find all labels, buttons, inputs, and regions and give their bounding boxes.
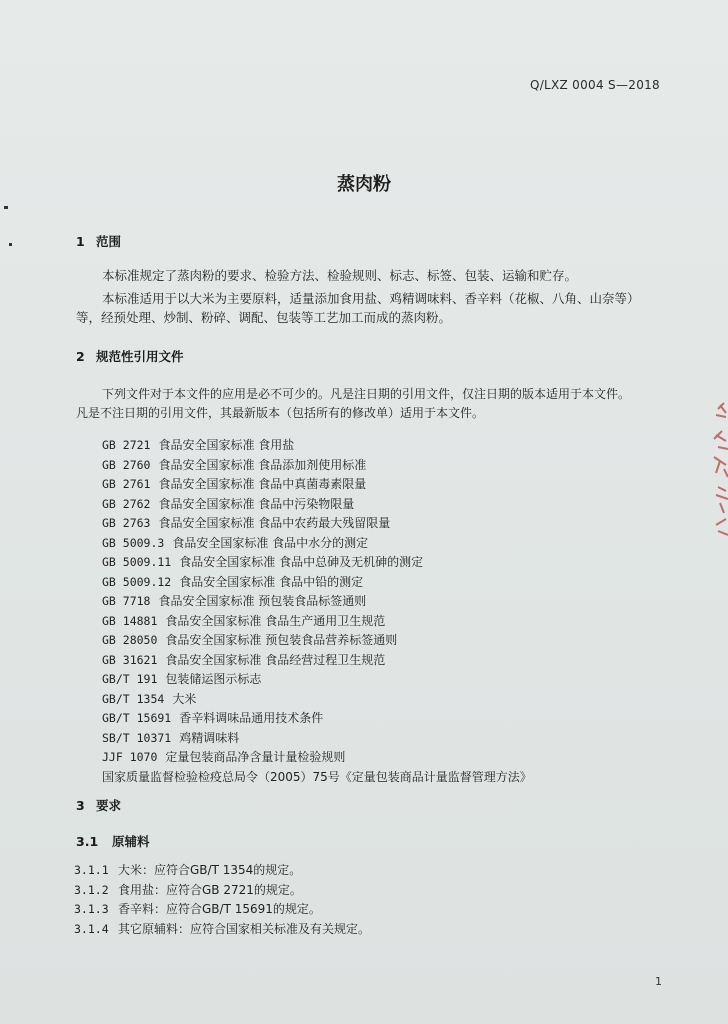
- partial-seal-stamp: [706, 395, 728, 545]
- reference-item: [102, 436, 532, 456]
- reference-item: [102, 456, 532, 476]
- clause-text: 食用盐：应符合GB 2721的规定。: [118, 882, 302, 897]
- section-3-number: 3: [76, 798, 85, 813]
- subsection-3-1-heading: [76, 832, 150, 850]
- subsection-3-1-title: 原辅料: [112, 834, 150, 849]
- references-intro-line-1: 下列文件对于本文件的应用是必不可少的。凡是注日期的引用文件，仅注日期的版本适用于本文件。: [102, 387, 631, 401]
- clause-number: 3.1.4: [74, 921, 109, 936]
- scope-paragraph-1: 本标准规定了蒸肉粉的要求、检验方法、检验规则、标志、标签、包装、运输和贮存。: [102, 268, 578, 283]
- reference-item: [102, 475, 532, 495]
- reference-code: GB 5009.12: [102, 574, 172, 589]
- clause-text: 香辛料：应符合GB/T 15691的规定。: [118, 902, 321, 916]
- references-intro-line-2: 凡是不注日期的引用文件，其最新版本（包括所有的修改单）适用于本文件。: [76, 406, 485, 420]
- reference-code: GB 7718: [102, 594, 151, 608]
- section-1-heading: [76, 232, 121, 250]
- clause-number: 3.1.1: [74, 863, 109, 877]
- reference-item: [102, 690, 532, 710]
- reference-item: [102, 729, 532, 749]
- section-2-heading: [76, 347, 184, 365]
- reference-code: SB/T 10371: [102, 730, 172, 745]
- reference-code: GB 2762: [102, 496, 151, 511]
- section-1-title: 范围: [96, 234, 122, 249]
- standard-number: Q/LXZ 0004 S—2018: [529, 78, 660, 92]
- reference-code: GB 2760: [102, 457, 151, 472]
- reference-item: [102, 534, 532, 554]
- page-number: 1: [655, 975, 662, 988]
- reference-item: [102, 748, 532, 768]
- reference-title: 食品安全国家标准 食品中真菌毒素限量: [158, 477, 367, 491]
- clause-text: 大米：应符合GB/T 1354的规定。: [118, 863, 302, 877]
- reference-title: 食品安全国家标准 预包装食品标签通则: [158, 594, 367, 608]
- reference-code: GB/T 1354: [102, 691, 165, 706]
- reference-title: 定量包装商品净含量计量检验规则: [165, 750, 346, 764]
- reference-item: [102, 612, 532, 632]
- reference-title: 食品安全国家标准 食品中铅的测定: [179, 574, 364, 589]
- scope-paragraph-2-line-1: 本标准适用于以大米为主要原料，适量添加食用盐、鸡精调味料、香辛料（花椒、八角、山奈等）: [102, 291, 640, 306]
- scope-paragraph-2-line-2: 等，经预处理、炒制、粉碎、调配、包装等工艺加工而成的蒸肉粉。: [76, 310, 452, 325]
- reference-title: 包装储运图示标志: [165, 672, 262, 686]
- reference-item: [102, 553, 532, 573]
- section-3-heading: [76, 796, 121, 814]
- scan-mark: [4, 206, 8, 209]
- reference-title: 国家质量监督检验检疫总局令（2005）75号《定量包装商品计量监督管理方法》: [102, 769, 532, 784]
- clause-number: 3.1.3: [74, 902, 109, 916]
- reference-title: 鸡精调味料: [179, 730, 240, 745]
- scan-mark: [9, 243, 12, 246]
- reference-title: 食品安全国家标准 食品添加剂使用标准: [158, 457, 367, 472]
- clause-item: [74, 861, 370, 881]
- subsection-3-1-number: 3.1: [76, 834, 99, 849]
- section-2-title: 规范性引用文件: [96, 349, 184, 364]
- reference-item: [102, 670, 532, 690]
- clause-item: [74, 881, 370, 901]
- clause-item: [74, 920, 370, 940]
- reference-code: GB 2761: [102, 477, 151, 491]
- section-3-title: 要求: [96, 798, 122, 813]
- clause-item: [74, 900, 370, 920]
- reference-item: [102, 514, 532, 534]
- reference-title: 食品安全国家标准 食品中污染物限量: [158, 496, 355, 511]
- reference-title: 食品安全国家标准 食品生产通用卫生规范: [165, 613, 386, 628]
- reference-title: 食品安全国家标准 食用盐: [158, 438, 295, 452]
- reference-title: 大米: [172, 691, 197, 706]
- clause-number: 3.1.2: [74, 882, 109, 897]
- normative-references-list: [102, 436, 532, 787]
- reference-item: [102, 768, 532, 788]
- reference-item: [102, 631, 532, 651]
- reference-code: GB 2763: [102, 516, 151, 530]
- clause-text: 其它原辅料：应符合国家相关标准及有关规定。: [118, 921, 371, 936]
- reference-code: GB 5009.3: [102, 535, 165, 550]
- reference-title: 食品安全国家标准 食品中农药最大残留限量: [158, 516, 391, 530]
- reference-item: [102, 495, 532, 515]
- reference-title: 食品安全国家标准 预包装食品营养标签通则: [165, 633, 398, 647]
- section-1-number: 1: [76, 234, 85, 249]
- reference-code: GB 2721: [102, 438, 151, 452]
- reference-item: [102, 573, 532, 593]
- reference-code: GB 31621: [102, 652, 158, 667]
- section-2-number: 2: [76, 349, 85, 364]
- reference-code: JJF 1070: [102, 750, 158, 764]
- reference-code: GB/T 15691: [102, 711, 172, 725]
- raw-material-clauses: [74, 861, 370, 939]
- reference-title: 香辛料调味品通用技术条件: [179, 711, 324, 725]
- reference-item: [102, 592, 532, 612]
- reference-title: 食品安全国家标准 食品经营过程卫生规范: [165, 652, 386, 667]
- reference-code: GB 28050: [102, 633, 158, 647]
- document-title: 蒸肉粉: [337, 174, 391, 195]
- reference-code: GB 14881: [102, 613, 158, 628]
- reference-code: GB/T 191: [102, 672, 158, 686]
- reference-item: [102, 651, 532, 671]
- reference-item: [102, 709, 532, 729]
- reference-code: GB 5009.11: [102, 555, 172, 569]
- reference-title: 食品安全国家标准 食品中总砷及无机砷的测定: [179, 555, 424, 569]
- reference-title: 食品安全国家标准 食品中水分的测定: [172, 535, 369, 550]
